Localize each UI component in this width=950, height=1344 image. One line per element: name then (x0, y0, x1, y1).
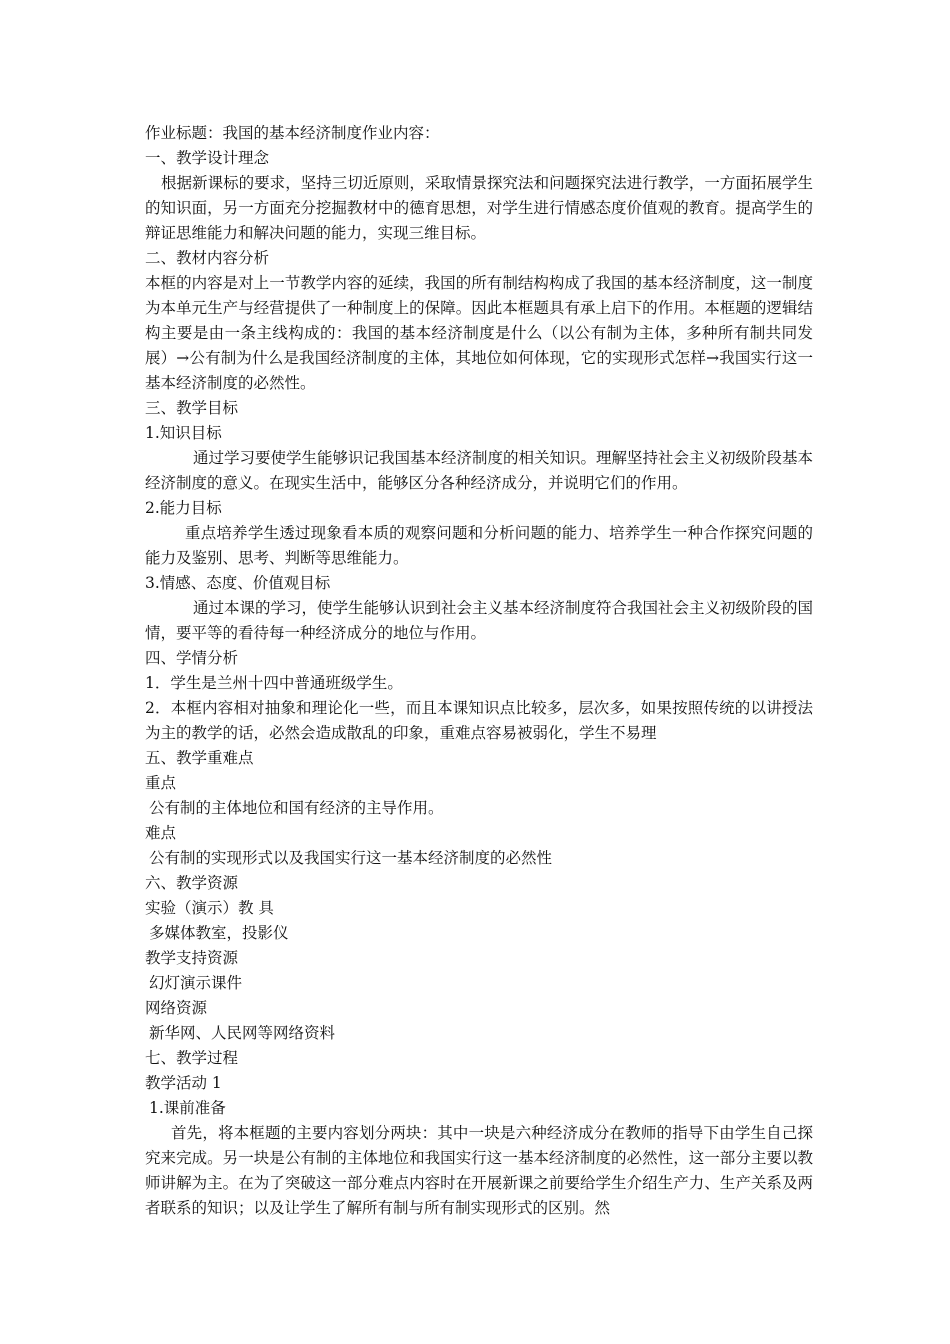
section-heading-resources: 六、教学资源 (145, 874, 239, 892)
key-point-text: 公有制的主体地位和国有经济的主导作用。 (149, 799, 444, 817)
resource-support-text: 幻灯演示课件 (149, 974, 243, 992)
section-heading-key-points: 五、教学重难点 (145, 749, 254, 767)
section-heading-content-analysis: 二、教材内容分析 (145, 249, 270, 267)
knowledge-objective-paragraph: 通过学习要使学生能够识记我国基本经济制度的相关知识。理解坚持社会主义初级阶段基本经济制度的意义。在现实生活中，能够区分各种经济成分，并说明它们的作用。 (145, 449, 814, 492)
resource-network-label: 网络资源 (145, 999, 208, 1017)
activity-1-label: 教学活动 1 (145, 1074, 222, 1092)
section-heading-objectives: 三、教学目标 (145, 399, 239, 417)
ability-objective-heading: 2.能力目标 (145, 499, 222, 517)
section-heading-learner-analysis: 四、学情分析 (145, 649, 239, 667)
resource-demo-label: 实验（演示）教 具 (145, 899, 274, 917)
design-concept-paragraph: 根据新课标的要求，坚持三切近原则，采取情景探究法和问题探究法进行教学，一方面拓展学生的知识面，另一方面充分挖掘教材中的德育思想，对学生进行情感态度价值观的教育。提高学生的辩证思维能力和解决问题的能力，实现三维目标。 (145, 174, 813, 242)
resource-support-label: 教学支持资源 (145, 949, 239, 967)
pre-class-prep-paragraph: 首先，将本框题的主要内容划分两块：其中一块是六种经济成分在教师的指导下由学生自己探究来完成。另一块是公有制的主体地位和我国实行这一基本经济制度的必然性，这一部分主要以教师讲解为主。在为了突破这一部分难点内容时在开展新课之前要给学生介绍生产力、生产关系及两者联系的知识；以及让学生了解所有制与所有制实现形式的区别。然 (145, 1124, 813, 1217)
resource-demo-text: 多媒体教室，投影仪 (149, 924, 289, 942)
assignment-title-line: 作业标题：我国的基本经济制度作业内容： (145, 124, 440, 142)
content-analysis-paragraph: 本框的内容是对上一节教学内容的延续，我国的所有制结构构成了我国的基本经济制度，这一制度为本单元生产与经营提供了一种制度上的保障。因此本框题具有承上启下的作用。本框题的逻辑结构主要是由一条主线构成的：我国的基本经济制度是什么（以公有制为主体，多种所有制共同发展）→公有制为什么是我国经济制度的主体，其地位如何体现，它的实现形式怎样→我国实行这一基本经济制度的必然性。 (145, 274, 813, 392)
section-heading-process: 七、教学过程 (145, 1049, 239, 1067)
difficult-point-text: 公有制的实现形式以及我国实行这一基本经济制度的必然性 (149, 849, 553, 867)
pre-class-prep-heading: 1.课前准备 (149, 1099, 226, 1117)
attitude-objective-paragraph: 通过本课的学习，使学生能够认识到社会主义基本经济制度符合我国社会主义初级阶段的国情，要平等的看待每一种经济成分的地位与作用。 (145, 599, 814, 642)
section-heading-design-concept: 一、教学设计理念 (145, 149, 270, 167)
knowledge-objective-heading: 1.知识目标 (145, 424, 222, 442)
resource-network-text: 新华网、人民网等网络资料 (149, 1024, 336, 1042)
document-page (145, 121, 813, 1221)
key-point-label: 重点 (145, 774, 177, 792)
difficult-point-label: 难点 (145, 824, 177, 842)
learner-analysis-item-2: 2．本框内容相对抽象和理论化一些，而且本课知识点比较多，层次多，如果按照传统的以讲授法为主的教学的话，必然会造成散乱的印象，重难点容易被弱化，学生不易理 (145, 699, 813, 742)
learner-analysis-item-1: 1．学生是兰州十四中普通班级学生。 (145, 674, 403, 692)
ability-objective-paragraph: 重点培养学生透过现象看本质的观察问题和分析问题的能力、培养学生一种合作探究问题的能力及鉴别、思考、判断等思维能力。 (145, 524, 813, 567)
attitude-objective-heading: 3.情感、态度、价值观目标 (145, 574, 331, 592)
